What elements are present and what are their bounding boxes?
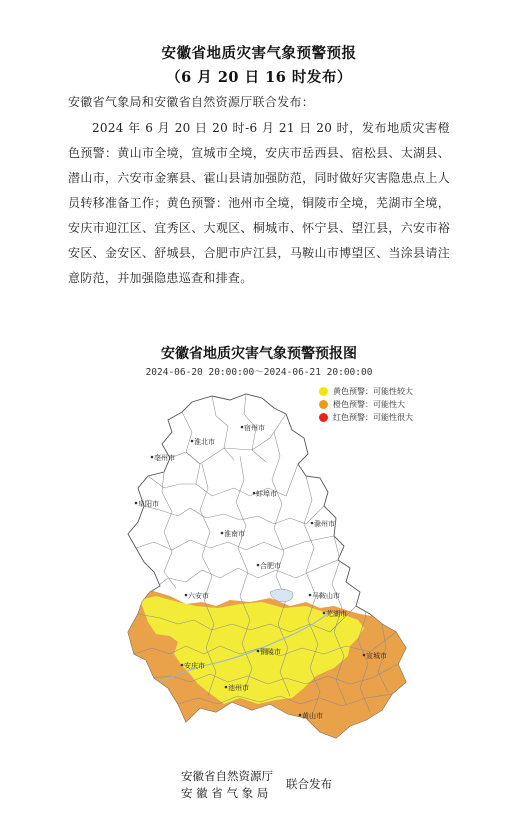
legend-label-red: 红色预警：可能性很大	[333, 413, 413, 422]
city-chuzhou: 滁州市	[314, 520, 335, 528]
city-marker-bengbu	[253, 492, 256, 495]
city-chizhou: 池州市	[228, 684, 249, 692]
city-marker-tongling	[257, 650, 260, 653]
city-huangshan: 黄山市	[302, 712, 323, 720]
city-marker-chizhou	[225, 686, 228, 689]
city-marker-huangshan	[299, 714, 302, 717]
city-huaibei: 淮北市	[194, 438, 215, 446]
document-subtitle: （6 月 20 日 16 时发布）	[166, 69, 352, 86]
city-marker-hefei	[257, 564, 260, 567]
city-tongling: 铜陵市	[260, 648, 281, 656]
city-marker-fuyang	[135, 502, 138, 505]
issuer-block	[181, 768, 273, 802]
city-marker-anqing	[181, 664, 184, 667]
city-marker-suzhou	[241, 426, 244, 429]
city-marker-luan	[185, 594, 188, 597]
issuer-meteorological: 安 徽 省 气 象 局	[181, 786, 269, 800]
city-marker-maanshan	[309, 594, 312, 597]
city-marker-xuancheng	[363, 654, 366, 657]
legend-label-yellow: 黄色预警：可能性较大	[333, 387, 413, 396]
city-suzhou: 宿州市	[244, 424, 265, 432]
map-time-range: 2024-06-20 20:00:00～2024-06-21 20:00:00	[145, 367, 373, 378]
city-bozhou: 亳州市	[154, 454, 175, 462]
city-luan: 六安市	[188, 592, 209, 600]
city-huainan: 淮南市	[224, 530, 245, 538]
city-anqing: 安庆市	[184, 662, 205, 670]
city-marker-huainan	[221, 532, 224, 535]
map-title: 安徽省地质灾害气象预警预报图	[161, 346, 357, 362]
city-fuyang: 阜阳市	[138, 500, 159, 508]
warning-content-paragraph: 2024 年 6 月 20 日 20 时-6 月 21 日 20 时，发布地质灾害橙色预警：黄山市全境，宣城市全境，安庆市岳西县、宿松县、太湖县、潜山市，六安市金寨县、霍山县请加强防范，同时做好灾害隐患点上人员转移准备工作；黄色预警：池州市全境，铜陵市全境，芜湖市全境，安庆市迎江区、宜秀区、大观区、桐城市、怀宁县、望江县，六安市裕安区、金安区、舒城县，合肥市庐江县，马鞍山市博望区、当涂县请注意防范，并加强隐患巡查和排查。	[68, 121, 450, 285]
legend-label-orange: 橙色预警：可能性大	[333, 400, 405, 409]
intro-paragraph: 安徽省气象局和安徽省自然资源厅联合发布：	[68, 95, 315, 109]
city-wuhu: 芜湖市	[326, 610, 347, 618]
city-marker-huaibei	[191, 440, 194, 443]
document-title: 安徽省地质灾害气象预警预报	[161, 45, 357, 62]
city-hefei: 合肥市	[260, 562, 281, 570]
city-maanshan: 马鞍山市	[312, 592, 340, 600]
city-bengbu: 蚌埠市	[256, 490, 277, 498]
issuer-natural-resources: 安徽省自然资源厅	[181, 769, 273, 783]
joint-release-label: 联合发布	[286, 777, 332, 791]
city-marker-chuzhou	[311, 522, 314, 525]
anhui-warning-map	[120, 392, 420, 744]
city-xuancheng: 宣城市	[366, 652, 387, 660]
city-marker-bozhou	[151, 456, 154, 459]
city-marker-wuhu	[323, 612, 326, 615]
